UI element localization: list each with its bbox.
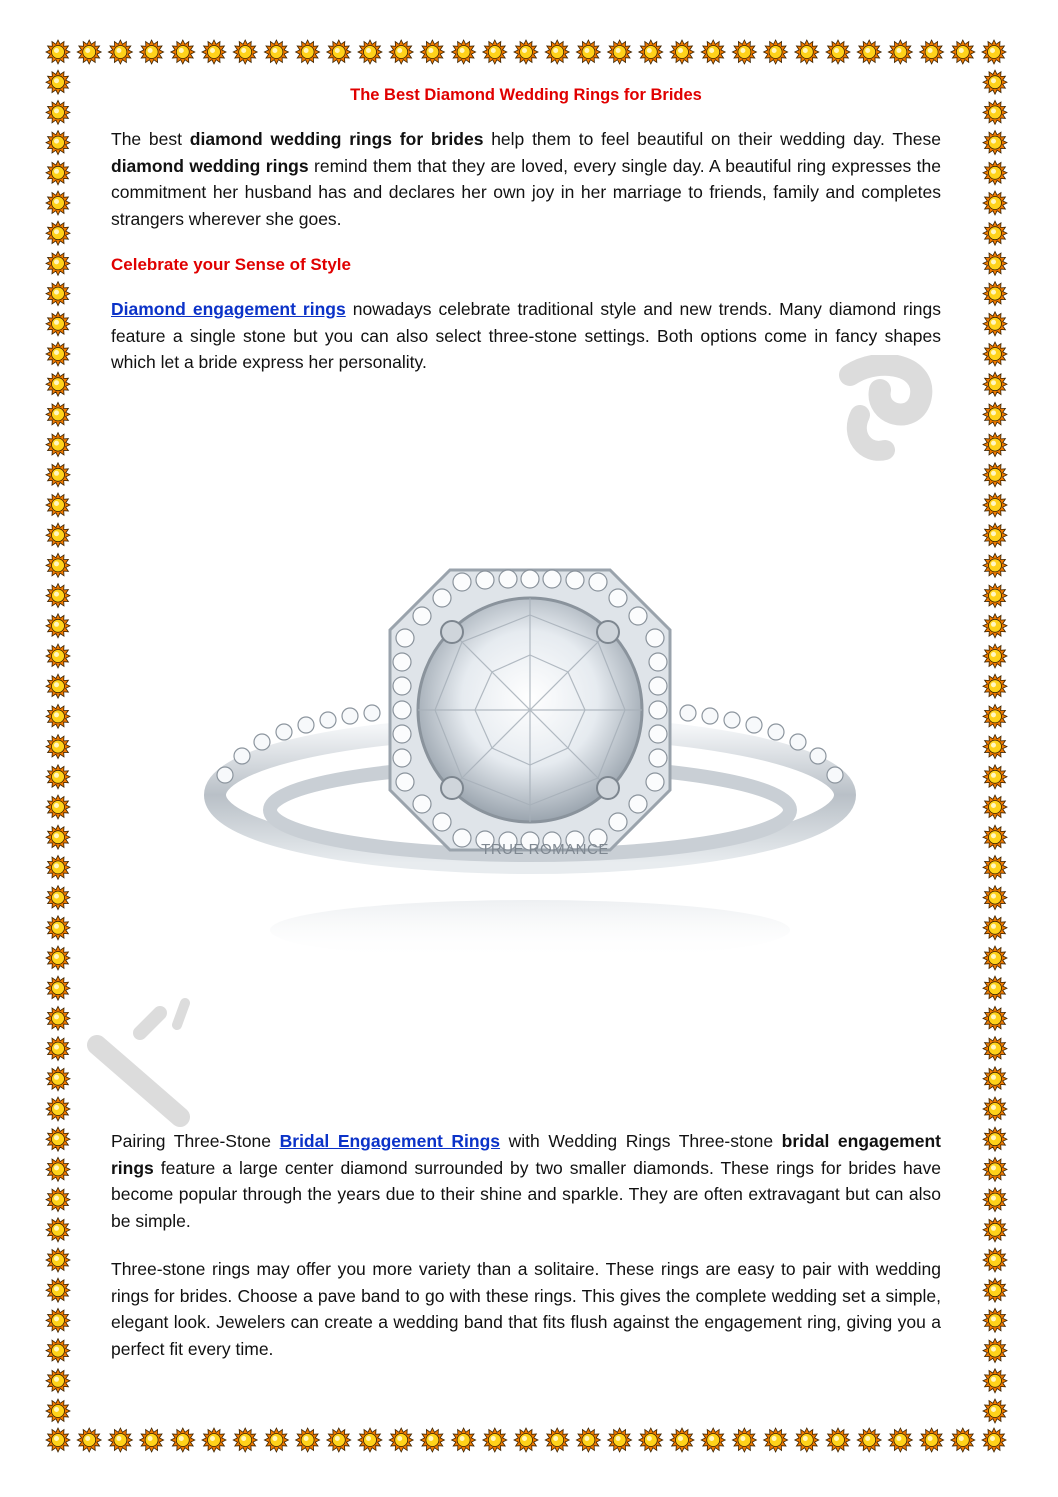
sun-border-icon <box>826 40 850 64</box>
sun-border-icon <box>46 765 70 789</box>
sun-border-icon <box>46 1006 70 1030</box>
sun-border-icon <box>46 704 70 728</box>
sun-border-icon <box>983 1097 1007 1121</box>
sun-border-icon <box>46 131 70 155</box>
sun-border-icon <box>795 1428 819 1452</box>
sun-border-icon <box>46 161 70 185</box>
sun-border-icon <box>46 100 70 124</box>
sun-border-icon <box>983 674 1007 698</box>
sun-border-icon <box>983 191 1007 215</box>
sun-border-icon <box>983 765 1007 789</box>
document-body <box>111 82 941 396</box>
sun-border-icon <box>670 1428 694 1452</box>
bridal-engagement-rings-link[interactable]: Bridal Engagement Rings <box>279 1131 501 1151</box>
sun-border-icon <box>389 40 413 64</box>
sun-border-icon <box>358 40 382 64</box>
sun-border-icon <box>670 40 694 64</box>
sun-border-icon <box>826 1428 850 1452</box>
sun-border-icon <box>732 40 756 64</box>
sun-border-icon <box>327 1428 351 1452</box>
sun-border-icon <box>732 1428 756 1452</box>
sun-border-icon <box>764 40 788 64</box>
sun-border-icon <box>420 40 444 64</box>
sun-border-icon <box>46 1157 70 1181</box>
sun-border-icon <box>983 131 1007 155</box>
sun-border-icon <box>983 100 1007 124</box>
sun-border-icon <box>983 1369 1007 1393</box>
sun-border-icon <box>46 1428 70 1452</box>
sun-border-icon <box>983 1127 1007 1151</box>
sun-border-icon <box>264 1428 288 1452</box>
sun-border-icon <box>46 1127 70 1151</box>
document-title: The Best Diamond Wedding Rings for Brides <box>350 86 702 104</box>
three-stone-text-3: feature a large center diamond surrounded by two smaller diamonds. These rings for brides have become popular through the years due to their shine and sparkle. They are often extravagant but can also be simple. <box>111 1157 941 1231</box>
sun-border-icon <box>983 1067 1007 1091</box>
sun-border-icon <box>46 735 70 759</box>
sun-border-icon <box>77 40 101 64</box>
sun-border-icon <box>983 493 1007 517</box>
sun-border-icon <box>983 1006 1007 1030</box>
sun-border-icon <box>983 1308 1007 1332</box>
sun-border-icon <box>46 433 70 457</box>
sun-border-icon <box>46 342 70 366</box>
sun-border-icon <box>983 1218 1007 1242</box>
sun-border-icon <box>171 40 195 64</box>
intro-bold-1: diamond wedding rings for brides <box>189 129 484 149</box>
sun-border-icon <box>983 1399 1007 1423</box>
sun-border-icon <box>701 1428 725 1452</box>
sun-border-icon <box>983 584 1007 608</box>
sun-border-icon <box>46 674 70 698</box>
sun-border-icon <box>514 1428 538 1452</box>
sun-border-icon <box>46 1248 70 1272</box>
sun-border-icon <box>171 1428 195 1452</box>
sun-border-icon <box>46 553 70 577</box>
sun-border-icon <box>576 40 600 64</box>
sun-border-icon <box>982 1428 1006 1452</box>
sun-border-icon <box>857 40 881 64</box>
sun-border-icon <box>983 704 1007 728</box>
sun-border-icon <box>358 1428 382 1452</box>
sun-border-icon <box>296 40 320 64</box>
sun-border-icon <box>46 251 70 275</box>
sun-border-icon <box>545 40 569 64</box>
sun-border-icon <box>46 221 70 245</box>
sun-border-icon <box>639 1428 663 1452</box>
sun-border-icon <box>46 644 70 668</box>
sun-border-icon <box>46 493 70 517</box>
sun-border-icon <box>888 40 912 64</box>
sun-border-icon <box>46 1097 70 1121</box>
sun-border-icon <box>233 1428 257 1452</box>
sun-border-icon <box>983 282 1007 306</box>
sun-border-icon <box>982 40 1006 64</box>
sun-border-icon <box>46 1308 70 1332</box>
sun-border-icon <box>983 463 1007 487</box>
sun-border-icon <box>452 40 476 64</box>
sun-border-icon <box>46 1278 70 1302</box>
sun-border-icon <box>140 1428 164 1452</box>
intro-paragraph <box>111 126 941 232</box>
sun-border-icon <box>983 1037 1007 1061</box>
sun-border-icon <box>983 251 1007 275</box>
sun-border-icon <box>920 1428 944 1452</box>
sun-border-icon <box>46 1067 70 1091</box>
sun-border-icon <box>983 161 1007 185</box>
sun-border-icon <box>983 312 1007 336</box>
sun-border-icon <box>46 372 70 396</box>
sun-border-icon <box>983 372 1007 396</box>
sun-border-icon <box>46 1369 70 1393</box>
sun-border-icon <box>983 1157 1007 1181</box>
sun-border-icon <box>46 855 70 879</box>
watermark-bottom-left <box>85 995 205 1130</box>
sun-border-icon <box>46 312 70 336</box>
sun-border-icon <box>764 1428 788 1452</box>
sun-border-icon <box>983 644 1007 668</box>
sun-border-icon <box>983 342 1007 366</box>
sun-border-icon <box>46 946 70 970</box>
sun-border-icon <box>983 1339 1007 1363</box>
style-text-1: nowadays celebrate traditional style and new trends. Many diamond rings feature a single stone but you can also select three-stone settings. Both options come in fancy shapes which let a bride express her personality. <box>111 299 941 372</box>
sun-border-icon <box>46 1339 70 1363</box>
diamond-engagement-rings-link[interactable]: Diamond engagement rings <box>111 299 346 319</box>
sun-border-icon <box>46 584 70 608</box>
sun-border-icon <box>983 976 1007 1000</box>
diamond-ring-image <box>200 560 860 980</box>
sun-border-icon <box>983 614 1007 638</box>
sun-border-icon <box>545 1428 569 1452</box>
sun-border-icon <box>46 191 70 215</box>
sun-border-icon <box>983 1278 1007 1302</box>
sun-border-icon <box>46 1037 70 1061</box>
sun-border-icon <box>46 795 70 819</box>
sun-border-icon <box>983 735 1007 759</box>
sun-border-icon <box>46 886 70 910</box>
intro-text-3: remind them that they are loved, every single day. A beautiful ring expresses the commitment her husband has and declares her own joy in her marriage to friends, family and completes strangers wherever she goes. <box>111 155 941 229</box>
sun-border-icon <box>46 463 70 487</box>
sun-border-icon <box>46 1188 70 1212</box>
sun-border-icon <box>46 916 70 940</box>
pairing-paragraph: Three-stone rings may offer you more variety than a solitaire. These rings are easy to pair with wedding rings for brides. Choose a pave band to go with these rings. This gives the complete wedding set a simple, elegant look. Jewelers can create a wedding band that fits flush against the engagement ring, giving you a perfect fit every time. <box>111 1259 941 1359</box>
sun-border-icon <box>701 40 725 64</box>
sun-border-icon <box>983 795 1007 819</box>
sun-border-icon <box>983 855 1007 879</box>
sun-border-icon <box>983 1188 1007 1212</box>
three-stone-text-2: with Wedding Rings Three-stone <box>500 1131 782 1151</box>
three-stone-paragraph <box>111 1128 941 1234</box>
sun-border-icon <box>576 1428 600 1452</box>
sun-border-icon <box>983 523 1007 547</box>
sun-border-icon <box>202 1428 226 1452</box>
ring-engraving-text: TRUE ROMANCE <box>481 841 609 858</box>
sun-border-icon <box>888 1428 912 1452</box>
style-paragraph <box>111 296 941 376</box>
sun-border-icon <box>983 70 1007 94</box>
sun-border-icon <box>108 1428 132 1452</box>
sun-border-icon <box>46 40 70 64</box>
three-stone-bold-1: bridal engagement rings <box>111 1131 941 1178</box>
sun-border-icon <box>420 1428 444 1452</box>
sun-border-icon <box>46 282 70 306</box>
sun-border-icon <box>202 40 226 64</box>
sun-border-icon <box>983 553 1007 577</box>
sun-border-icon <box>483 1428 507 1452</box>
section-heading-style: Celebrate your Sense of Style <box>111 255 351 274</box>
sun-border-icon <box>46 70 70 94</box>
sun-border-icon <box>46 1399 70 1423</box>
sun-border-icon <box>483 40 507 64</box>
sun-border-icon <box>514 40 538 64</box>
sun-border-icon <box>920 40 944 64</box>
sun-border-icon <box>46 1218 70 1242</box>
sun-border-icon <box>608 40 632 64</box>
sun-border-icon <box>983 221 1007 245</box>
sun-border-icon <box>983 433 1007 457</box>
sun-border-icon <box>983 886 1007 910</box>
sun-border-icon <box>46 402 70 426</box>
sun-border-icon <box>795 40 819 64</box>
sun-border-icon <box>983 825 1007 849</box>
sun-border-icon <box>46 825 70 849</box>
three-stone-text-1: Pairing Three-Stone <box>111 1131 280 1151</box>
intro-text-2: help them to feel beautiful on their wedding day. These <box>483 129 941 149</box>
sun-border-icon <box>951 40 975 64</box>
intro-bold-2: diamond wedding rings <box>111 155 309 176</box>
sun-border-icon <box>233 40 257 64</box>
sun-border-icon <box>46 976 70 1000</box>
sun-border-icon <box>264 40 288 64</box>
sun-border-icon <box>983 916 1007 940</box>
sun-border-icon <box>46 523 70 547</box>
sun-border-icon <box>46 614 70 638</box>
sun-border-icon <box>296 1428 320 1452</box>
sun-border-icon <box>983 402 1007 426</box>
sun-border-icon <box>140 40 164 64</box>
sun-border-icon <box>608 1428 632 1452</box>
sun-border-icon <box>452 1428 476 1452</box>
sun-border-icon <box>327 40 351 64</box>
sun-border-icon <box>639 40 663 64</box>
sun-border-icon <box>77 1428 101 1452</box>
sun-border-icon <box>857 1428 881 1452</box>
sun-border-icon <box>108 40 132 64</box>
intro-text-1: The best <box>111 129 190 149</box>
sun-border-icon <box>951 1428 975 1452</box>
sun-border-icon <box>983 1248 1007 1272</box>
sun-border-icon <box>389 1428 413 1452</box>
sun-border-icon <box>983 946 1007 970</box>
